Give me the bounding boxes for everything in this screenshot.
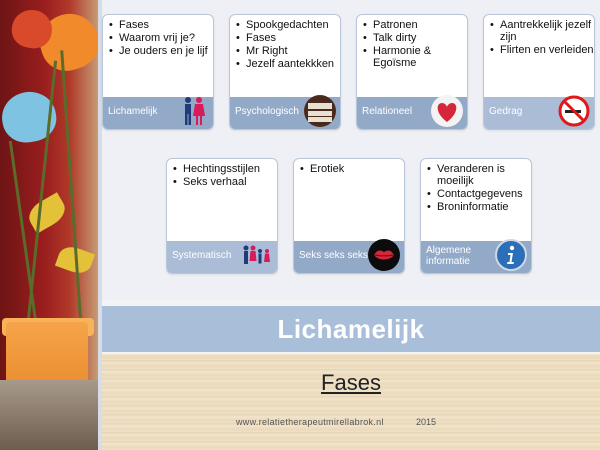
card-items [103,19,213,57]
card-bar [421,241,531,273]
footer-year: 2015 [416,417,437,427]
card-label: Psychologisch [235,106,299,117]
card-items [230,19,340,70]
list-item: • Fases [109,19,213,31]
list-item: • Waarom vrij je? [109,32,213,44]
list-item: • Broninformatie [427,201,531,213]
list-item: • Je ouders en je lijf [109,45,213,57]
list-item: • Talk dirty [363,32,467,44]
list-item: • Patronen [363,19,467,31]
card-gedrag[interactable] [483,14,595,130]
list-item: • Hechtingsstijlen [173,163,277,175]
card-relationeel[interactable] [356,14,468,130]
list-item: • Harmonie & Egoïsme [363,45,467,69]
card-bar [230,97,340,129]
card-label: Seks seks seks [299,250,368,261]
card-label: Lichamelijk [108,106,158,117]
private-no-entry-icon [304,95,336,127]
card-items [167,163,277,188]
flower-pot-photo [0,0,100,450]
footer-url: www.relatietherapeutmirellabrok.nl [236,417,384,427]
card-items [484,19,594,56]
no-smoking-icon [558,95,590,127]
list-item: • Mr Right [236,45,340,57]
lips-icon [368,239,400,271]
family-icon [241,239,273,271]
subtitle: Fases [321,370,381,395]
couple-icon [177,95,209,127]
card-systematisch[interactable] [166,158,278,274]
card-seks[interactable] [293,158,405,274]
card-lichamelijk[interactable] [102,14,214,130]
topic-grid [102,0,600,300]
footer-area [102,354,600,450]
list-item: • Contactgegevens [427,188,531,200]
card-bar [294,241,404,273]
card-items [421,163,531,213]
card-items [357,19,467,69]
list-item: • Erotiek [300,163,404,175]
list-item: • Seks verhaal [173,176,277,188]
card-bar [484,97,594,129]
card-label: Algemene informatie [426,245,472,267]
list-item: • Spookgedachten [236,19,340,31]
card-label: Systematisch [172,250,232,261]
section-title-band [102,306,600,352]
section-title: Lichamelijk [277,313,425,344]
heart-icon [431,95,463,127]
list-item: • Jezelf aantekkken [236,58,340,70]
list-item: • Aantrekkelijk jezelf zijn [490,19,594,43]
card-algemene-informatie[interactable] [420,158,532,274]
card-label: Relationeel [362,106,413,117]
card-label: Gedrag [489,106,523,117]
info-icon [495,239,527,271]
list-item: • Veranderen is moeilijk [427,163,531,187]
list-item: • Flirten en verleiden [490,44,594,56]
card-items [294,163,404,175]
card-bar [357,97,467,129]
card-psychologisch[interactable] [229,14,341,130]
card-bar [167,241,277,273]
list-item: • Fases [236,32,340,44]
card-bar [103,97,213,129]
